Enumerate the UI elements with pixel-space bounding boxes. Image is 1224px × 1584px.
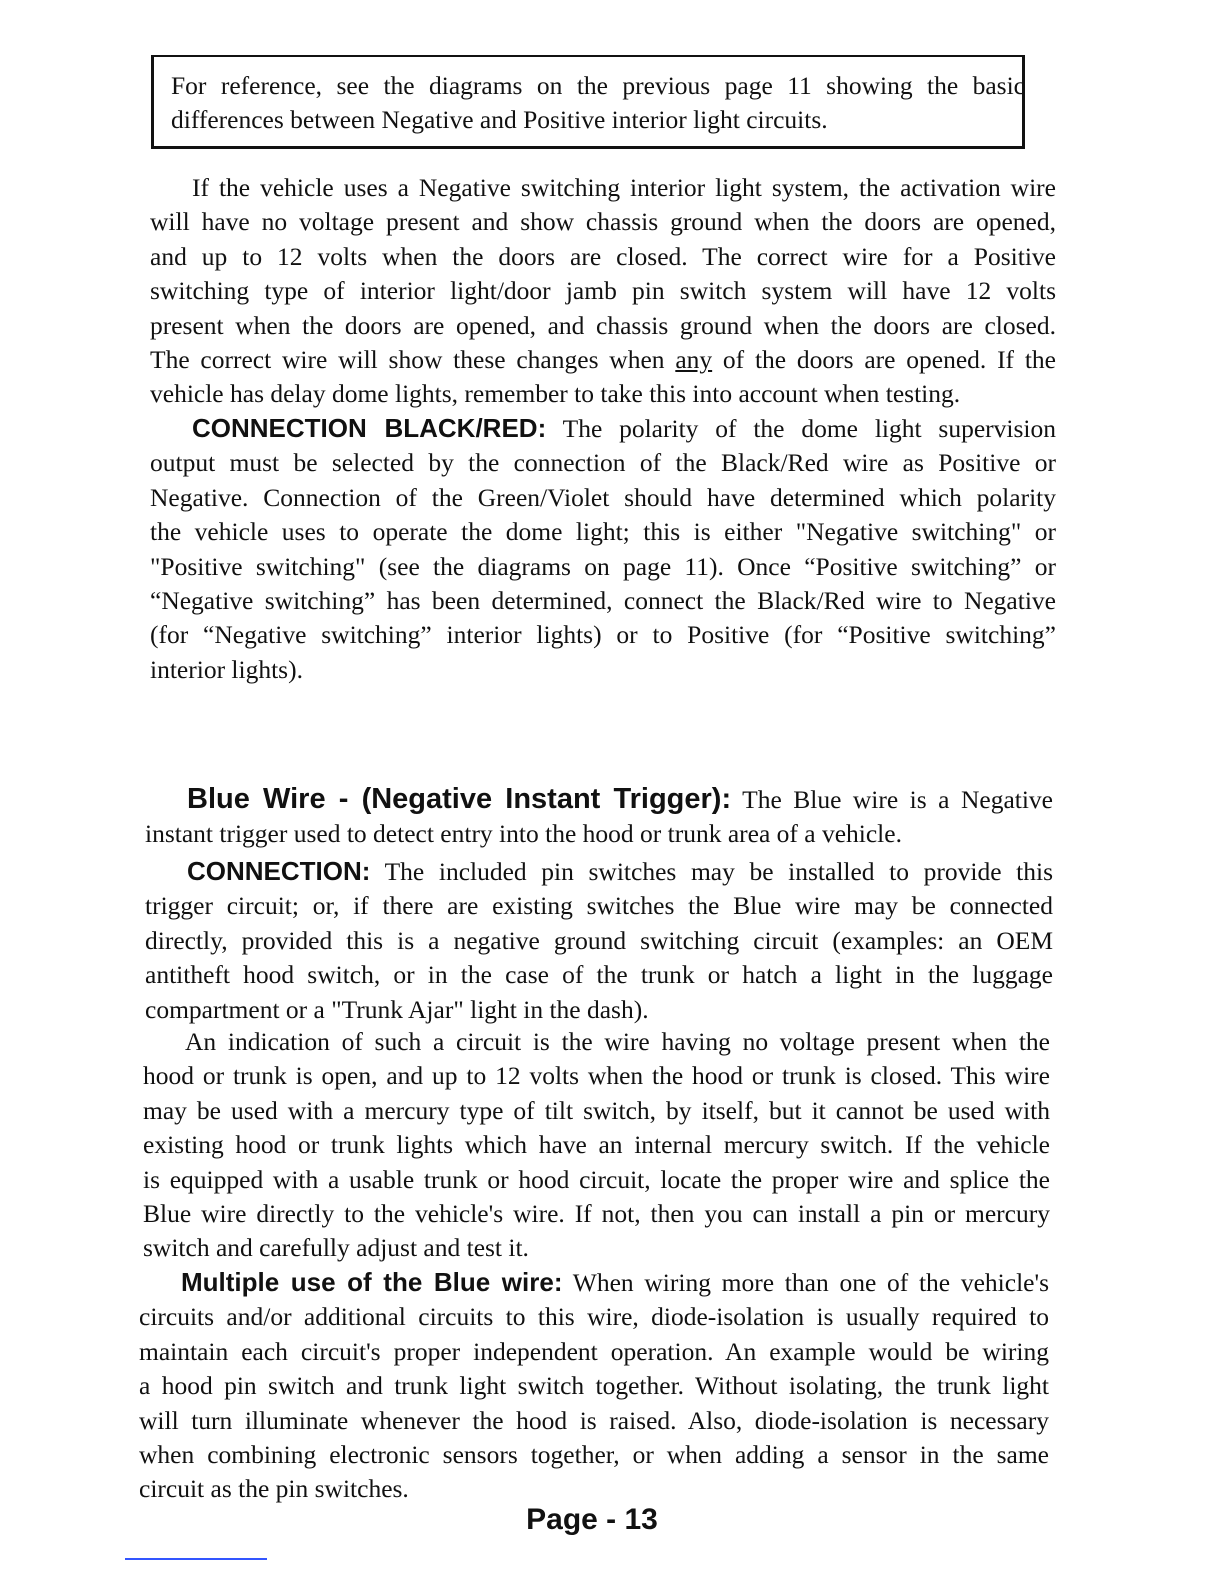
text-line: Negative. Connection of the Green/Violet should have determined which polarity xyxy=(150,482,1056,512)
text-line: will have no voltage present and show chassis ground when the doors are opened, xyxy=(150,207,1056,237)
text-line: directly, provided this is a negative ground switching circuit (examples: an OEM xyxy=(145,925,1053,955)
text-line: “Negative switching” has been determined, connect the Black/Red wire to Negative xyxy=(150,586,1056,616)
paragraph-blue-wire-intro xyxy=(145,782,1053,852)
text-line: output must be selected by the connection of the Black/Red wire as Positive or xyxy=(150,448,1056,478)
footer-rule xyxy=(125,1558,267,1560)
section-heading-connection-black-red: CONNECTION BLACK/RED: xyxy=(192,413,547,443)
text-line: switch and carefully adjust and test it. xyxy=(143,1233,529,1263)
paragraph-circuit-indication xyxy=(143,1025,1050,1266)
text-line: If the vehicle uses a Negative switching interior light system, the activation wire xyxy=(192,173,1056,202)
text-line: circuits and/or additional circuits to this wire, diode-isolation is usually required to xyxy=(139,1302,1049,1332)
section-heading-blue-wire: Blue Wire - (Negative Instant Trigger): xyxy=(187,783,732,815)
text-line: interior lights). xyxy=(150,654,303,684)
text-line: existing hood or trunk lights which have an internal mercury switch. If the vehicle xyxy=(143,1130,1050,1160)
text-line: and up to 12 volts when the doors are closed. The correct wire for a Positive xyxy=(150,241,1056,271)
paragraph-blue-wire-connection xyxy=(145,854,1053,1027)
text-line: "Positive switching" (see the diagrams on page 11). Once “Positive switching” or xyxy=(150,551,1056,581)
section-heading-multiple-use: Multiple use of the Blue wire: xyxy=(181,1267,563,1297)
text-segment: When wiring more than one of the vehicle's xyxy=(562,1268,1049,1297)
text-segment: The Blue wire is a Negative xyxy=(731,785,1053,814)
text-segment: The polarity of the dome light supervision xyxy=(546,414,1056,443)
underlined-word: any xyxy=(675,345,713,375)
text-line: maintain each circuit's proper independent operation. An example would be wiring xyxy=(139,1336,1049,1366)
text-line xyxy=(145,854,1053,889)
paragraph-connection-black-red xyxy=(150,411,1056,687)
text-line xyxy=(150,343,1056,377)
text-line: switching type of interior light/door jamb pin switch system will have 12 volts xyxy=(150,276,1056,306)
text-line xyxy=(145,782,1053,817)
paragraph-multiple-use-blue-wire xyxy=(139,1265,1049,1507)
text-line: present when the doors are opened, and chassis ground when the doors are closed. xyxy=(150,310,1056,340)
text-line: Blue wire directly to the vehicle's wire. If not, then you can install a pin or mercury xyxy=(143,1199,1050,1229)
page-number: Page - 13 xyxy=(526,1503,658,1536)
text-segment: The correct wire will show these changes when xyxy=(150,345,676,375)
text-line: circuit as the pin switches. xyxy=(139,1474,409,1504)
text-line: vehicle has delay dome lights, remember to take this into account when testing. xyxy=(150,379,961,409)
text-line: may be used with a mercury type of tilt switch, by itself, but it cannot be used with xyxy=(143,1095,1050,1125)
section-heading-connection: CONNECTION: xyxy=(187,856,371,886)
text-line: a hood pin switch and trunk light switch together. Without isolating, the trunk light xyxy=(139,1371,1049,1401)
text-line: compartment or a "Trunk Ajar" light in the dash). xyxy=(145,994,649,1024)
paragraph-interior-light-polarity xyxy=(150,171,1056,412)
text-line: instant trigger used to detect entry into the hood or trunk area of a vehicle. xyxy=(145,819,902,849)
reference-note-box xyxy=(151,55,1025,149)
text-line: will turn illuminate whenever the hood is raised. Also, diode-isolation is necessary xyxy=(139,1405,1049,1435)
text-line: trigger circuit; or, if there are existing switches the Blue wire may be connected xyxy=(145,891,1053,921)
reference-note-line-2: differences between Negative and Positive interior light circuits. xyxy=(171,105,828,134)
text-line: when combining electronic sensors together, or when adding a sensor in the same xyxy=(139,1440,1049,1470)
reference-note-line-1: For reference, see the diagrams on the previous page 11 showing the basic xyxy=(171,71,1025,100)
text-line: (for “Negative switching” interior lights) or to Positive (for “Positive switching” xyxy=(150,620,1056,650)
text-line: antitheft hood switch, or in the case of the trunk or hatch a light in the luggage xyxy=(145,960,1053,990)
text-line xyxy=(139,1265,1049,1300)
text-line: is equipped with a usable trunk or hood circuit, locate the proper wire and splice the xyxy=(143,1164,1050,1194)
text-segment: The included pin switches may be installed to provide this xyxy=(370,857,1053,886)
text-segment: of the doors are opened. If the xyxy=(712,345,1056,375)
text-line: hood or trunk is open, and up to 12 volts when the hood or trunk is closed. This wire xyxy=(143,1061,1050,1091)
text-line: An indication of such a circuit is the wire having no voltage present when the xyxy=(185,1027,1050,1056)
text-line: the vehicle uses to operate the dome light; this is either "Negative switching" or xyxy=(150,517,1056,547)
text-line xyxy=(150,411,1056,446)
